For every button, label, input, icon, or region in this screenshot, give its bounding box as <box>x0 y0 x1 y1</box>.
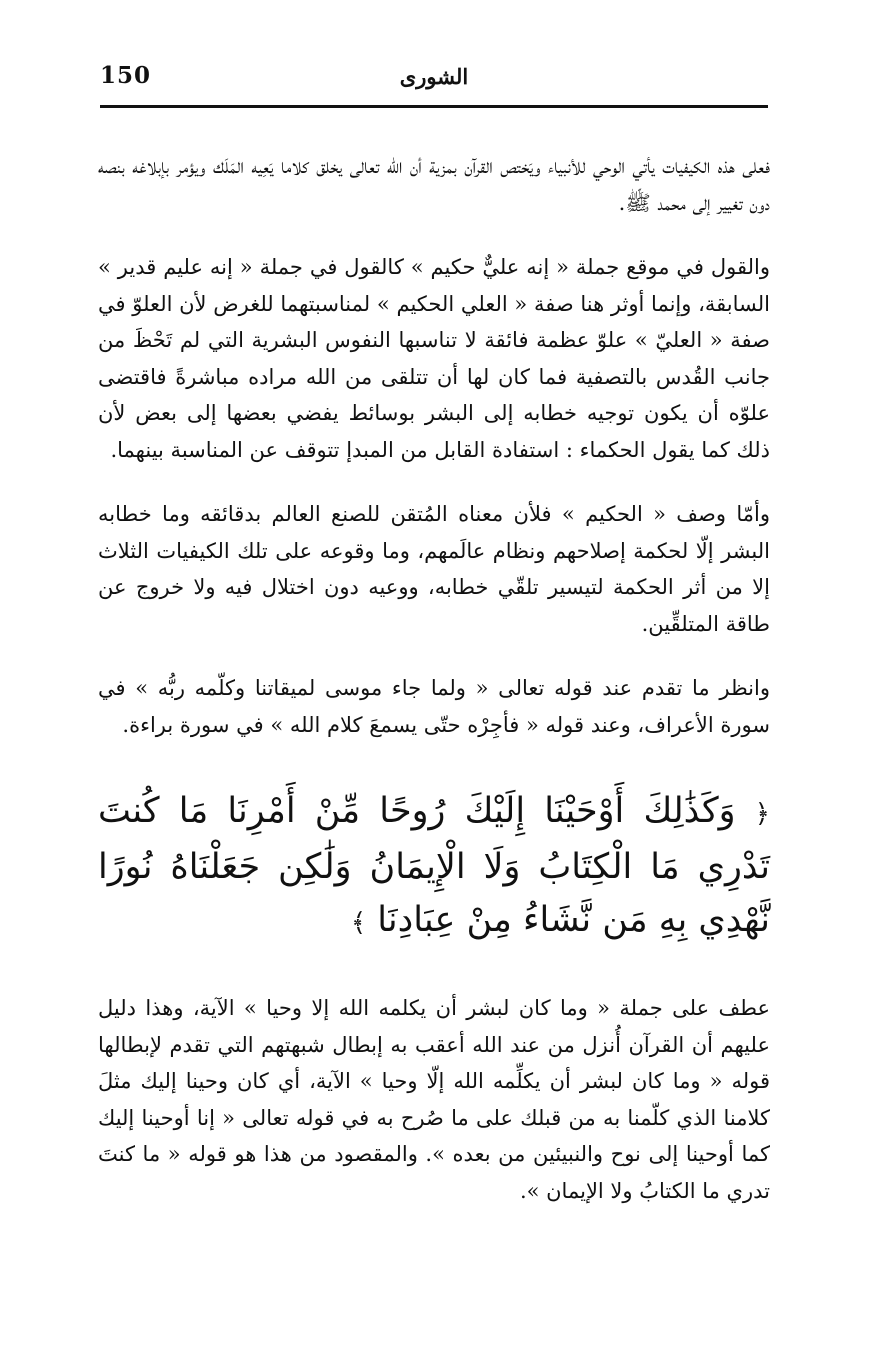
verse-open-ornament: ﴿ <box>754 799 770 829</box>
paragraph: والقول في موقع جملة « إنه عليٌّ حكيم » كالقول في جملة « إنه عليم قدير » السابقة، وإنما أوثر هنا صفة « العلي الحكيم » لمناسبتهما للغرض لأن العلوّ في صفة « العليّ » علوّ عظمة فائقة لا تناسبها النفوس البشرية التي لم تَحْظَ من جانب القُدس بالتصفية فما كان لها أن تتلقى من الله مراده مباشرةً فاقتضى علوّه أن يكون توجيه خطابه إلى البشر بوسائط يفضي بعضها إلى بعض لأن ذلك كما يقول الحكماء : استفادة القابل من المبدإ تتوقف عن المناسبة بينهما. <box>98 255 770 462</box>
verse-close-ornament: ﴾ <box>350 908 367 938</box>
paragraph: وأمّا وصف « الحكيم » فلأن معناه المُتقن للصنع العالم بدقائقه وما خطابه البشر إلّا لحكمة إصلاحهم ونظام عالَمهم، وما وقوعه على تلك الكيفيات الثلاث إلا من أثر الحكمة لتيسير تلقّي خطابه، ووعيه دون اختلال فيه ولا خروج عن طاقة المتلقِّين. <box>98 502 770 636</box>
quran-verse <box>98 785 770 950</box>
paragraph: فعلى هذه الكيفيات يأتي الوحي للأنبياء ويَختص القرآن بمزية أن الله تعالى يخلق كلاما يَعِيه المَلَك ويؤمر بإبلاغه بنصه دون تغيير إلى محمد ﷺ. <box>98 154 770 215</box>
page-header <box>100 56 768 96</box>
commentary-paragraph: عطف على جملة « وما كان لبشر أن يكلمه الله إلا وحيا » الآية، وهذا دليل عليهم أن القرآن أُنزل من عند الله أعقب به إبطال شبهتهم التي تقدم لإبطالها قوله « وما كان لبشر أن يكلِّمه الله إلّا وحيا » الآية، أي كان وحينا إليك مثلَ كلامنا الذي كلّمنا به من قبلك على ما صُرح به في قوله تعالى « إنا أوحينا إليك كما أوحينا إلى نوح والنبيئين من بعده ». والمقصود من هذا هو قوله « ما كنتَ تدري ما الكتابُ ولا الإيمان ». <box>98 996 770 1203</box>
header-divider <box>100 105 768 108</box>
surah-title: الشورى <box>399 64 469 89</box>
page-number: 150 <box>100 62 152 89</box>
page-body <box>98 148 770 1209</box>
verse-text: وَكَذَٰلِكَ أَوْحَيْنَا إِلَيْكَ رُوحًا مِّنْ أَمْرِنَا مَا كُنتَ تَدْرِي مَا الْكِتَابُ وَلَا الْإِيمَانُ وَلَٰكِن جَعَلْنَاهُ نُورًا نَّهْدِي بِهِ مَن نَّشَاءُ مِنْ عِبَادِنَا <box>98 791 770 940</box>
paragraph: وانظر ما تقدم عند قوله تعالى « ولما جاء موسى لميقاتنا وكلّمه ربُّه » في سورة الأعراف، وعند قوله « فأجِرْه حتّى يسمعَ كلام الله » في سورة براءة. <box>98 676 770 737</box>
